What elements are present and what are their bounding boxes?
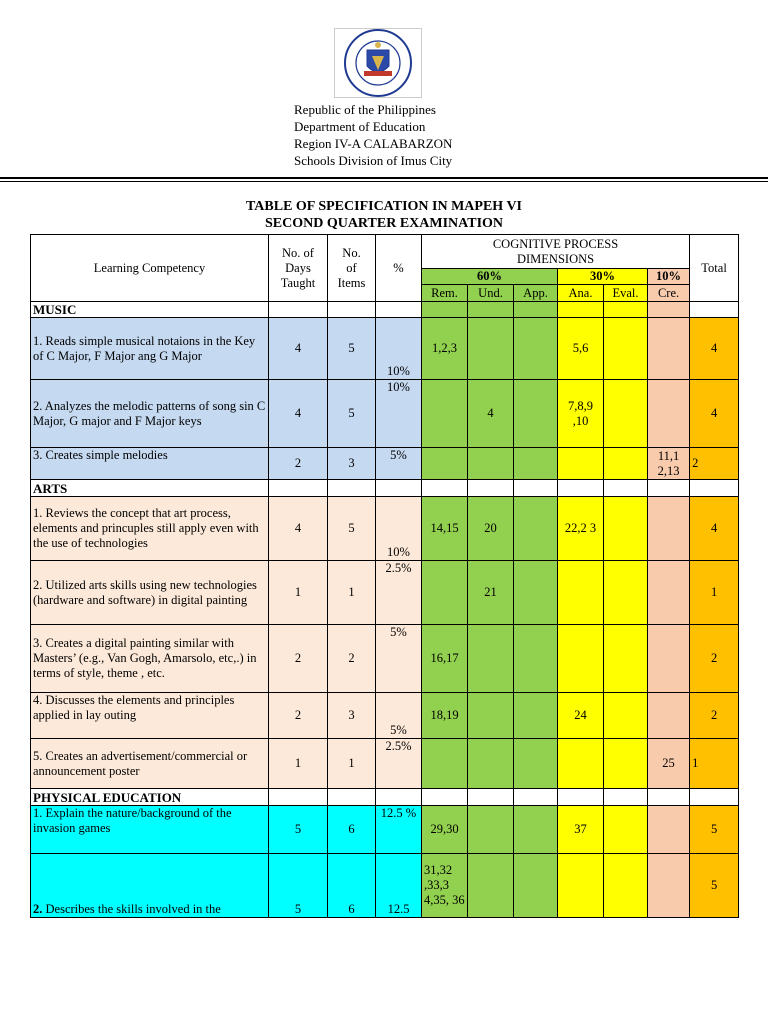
col-percent-header: % (376, 235, 422, 302)
ana-cell (558, 448, 604, 480)
items-cell: 5 (328, 497, 376, 561)
items-cell: 3 (328, 448, 376, 480)
und-cell (468, 448, 514, 480)
table-row (31, 739, 739, 789)
competency-cell: 4. Discusses the elements and principles applied in lay outing (31, 693, 269, 739)
eval-cell (604, 561, 648, 625)
level-cre: Cre. (648, 285, 690, 302)
items-cell: 1 (328, 561, 376, 625)
weight-10: 10% (648, 269, 690, 285)
und-cell (468, 854, 514, 918)
percent-cell: 5% (376, 448, 422, 480)
total-cell: 2 (690, 625, 739, 693)
section-row-music (31, 302, 739, 318)
app-cell (514, 854, 558, 918)
section-label-arts: ARTS (31, 480, 269, 497)
app-cell (514, 806, 558, 854)
total-cell: 2 (690, 448, 739, 480)
items-cell: 3 (328, 693, 376, 739)
ana-cell: 24 (558, 693, 604, 739)
total-cell: 2 (690, 693, 739, 739)
cre-cell (648, 561, 690, 625)
days-cell: 2 (269, 448, 328, 480)
section-label-music: MUSIC (31, 302, 269, 318)
rem-cell: 16,17 (422, 625, 468, 693)
competency-cell: 2. Utilized arts skills using new technologies (hardware and software) in digital painting (31, 561, 269, 625)
rem-cell (422, 448, 468, 480)
cre-cell (648, 625, 690, 693)
table-row (31, 448, 739, 480)
competency-cell: 5. Creates an advertisement/commercial or announcement poster (31, 739, 269, 789)
rem-cell (422, 380, 468, 448)
app-cell (514, 380, 558, 448)
cre-cell (648, 806, 690, 854)
percent-cell: 10% (376, 380, 422, 448)
rem-cell: 1,2,3 (422, 318, 468, 380)
header-rule-thin (0, 181, 768, 182)
cre-cell: 25 (648, 739, 690, 789)
days-cell: 2 (269, 693, 328, 739)
days-cell: 2 (269, 625, 328, 693)
competency-cell: 2. Analyzes the melodic patterns of song sin C Major, G major and F Major keys (31, 380, 269, 448)
percent-cell: 10% (376, 497, 422, 561)
und-cell (468, 318, 514, 380)
ana-cell: 22,2 3 (558, 497, 604, 561)
items-cell: 5 (328, 318, 376, 380)
weight-30: 30% (558, 269, 648, 285)
und-cell (468, 806, 514, 854)
days-cell: 4 (269, 318, 328, 380)
app-cell (514, 318, 558, 380)
specification-table (30, 234, 739, 918)
total-cell: 5 (690, 806, 739, 854)
app-cell (514, 625, 558, 693)
app-cell (514, 448, 558, 480)
days-cell: 5 (269, 854, 328, 918)
percent-cell: 12.5 (376, 854, 422, 918)
app-cell (514, 561, 558, 625)
rem-cell (422, 561, 468, 625)
rem-cell: 14,15 (422, 497, 468, 561)
total-cell: 4 (690, 380, 739, 448)
cognitive-header: COGNITIVE PROCESS DIMENSIONS (422, 235, 690, 269)
cre-cell (648, 693, 690, 739)
section-label-pe: PHYSICAL EDUCATION (31, 789, 269, 806)
total-cell: 4 (690, 318, 739, 380)
rem-cell: 18,19 (422, 693, 468, 739)
total-cell: 5 (690, 854, 739, 918)
col-days-header: No. of Days Taught (269, 235, 328, 302)
und-cell: 20 (468, 497, 514, 561)
competency-cell: 3. Creates a digital painting similar with Masters’ (e.g., Van Gogh, Amarsolo, etc,.) in terms of style, theme , etc. (31, 625, 269, 693)
und-cell (468, 625, 514, 693)
percent-cell: 2.5% (376, 561, 422, 625)
days-cell: 1 (269, 739, 328, 789)
table-row (31, 693, 739, 739)
items-cell: 6 (328, 806, 376, 854)
table-row (31, 380, 739, 448)
items-cell: 2 (328, 625, 376, 693)
percent-cell: 12.5 % (376, 806, 422, 854)
percent-cell: 2.5% (376, 739, 422, 789)
level-app: App. (514, 285, 558, 302)
items-cell: 1 (328, 739, 376, 789)
col-items-header: No. of Items (328, 235, 376, 302)
weight-60: 60% (422, 269, 558, 285)
level-und: Und. (468, 285, 514, 302)
eval-cell (604, 806, 648, 854)
eval-cell (604, 448, 648, 480)
eval-cell (604, 497, 648, 561)
percent-cell: 5% (376, 693, 422, 739)
table-row (31, 854, 739, 918)
percent-cell: 10% (376, 318, 422, 380)
col-total-header: Total (690, 235, 739, 302)
table-row (31, 497, 739, 561)
table-row (31, 625, 739, 693)
section-row-arts (31, 480, 739, 497)
total-cell: 1 (690, 561, 739, 625)
header-line-2: Department of Education (294, 119, 426, 134)
rem-cell: 31,32 ,33,3 4,35, 36 (422, 854, 468, 918)
header-row (31, 235, 739, 269)
cre-cell (648, 497, 690, 561)
cre-cell (648, 380, 690, 448)
ana-cell (558, 739, 604, 789)
und-cell (468, 739, 514, 789)
ana-cell (558, 625, 604, 693)
level-rem: Rem. (422, 285, 468, 302)
und-cell: 4 (468, 380, 514, 448)
ana-cell: 5,6 (558, 318, 604, 380)
competency-cell: 1. Explain the nature/background of the invasion games (31, 806, 269, 854)
eval-cell (604, 625, 648, 693)
total-cell: 4 (690, 497, 739, 561)
days-cell: 1 (269, 561, 328, 625)
app-cell (514, 497, 558, 561)
days-cell: 4 (269, 497, 328, 561)
header-line-4: Schools Division of Imus City (294, 153, 453, 168)
app-cell (514, 739, 558, 789)
table-row (31, 806, 739, 854)
ana-cell: 7,8,9 ,10 (558, 380, 604, 448)
competency-cell: 3. Creates simple melodies (31, 448, 269, 480)
rem-cell (422, 739, 468, 789)
total-cell: 1 (690, 739, 739, 789)
competency-cell: 2. Describes the skills involved in the (31, 854, 269, 918)
competency-cell: 1. Reviews the concept that art process, elements and princuples still apply even with the use of technologies (31, 497, 269, 561)
cre-cell: 11,1 2,13 (648, 448, 690, 480)
days-cell: 5 (269, 806, 328, 854)
deped-seal (334, 28, 422, 98)
rem-cell: 29,30 (422, 806, 468, 854)
document-title: TABLE OF SPECIFICATION IN MAPEH VI (245, 199, 522, 214)
eval-cell (604, 693, 648, 739)
und-cell: 21 (468, 561, 514, 625)
items-cell: 6 (328, 854, 376, 918)
header-rule (0, 177, 768, 179)
level-eval: Eval. (604, 285, 648, 302)
level-ana: Ana. (558, 285, 604, 302)
cre-cell (648, 854, 690, 918)
document-subtitle: SECOND QUARTER EXAMINATION (264, 216, 504, 231)
ana-cell (558, 561, 604, 625)
table-row (31, 318, 739, 380)
col-competency-header: Learning Competency (31, 235, 269, 302)
items-cell: 5 (328, 380, 376, 448)
days-cell: 4 (269, 380, 328, 448)
header-line-1: Republic of the Philippines (294, 102, 436, 117)
table-row (31, 561, 739, 625)
ana-cell: 37 (558, 806, 604, 854)
header-line-3: Region IV-A CALABARZON (294, 136, 453, 151)
eval-cell (604, 318, 648, 380)
ana-cell (558, 854, 604, 918)
app-cell (514, 693, 558, 739)
eval-cell (604, 854, 648, 918)
cre-cell (648, 318, 690, 380)
eval-cell (604, 380, 648, 448)
section-row-pe (31, 789, 739, 806)
und-cell (468, 693, 514, 739)
eval-cell (604, 739, 648, 789)
percent-cell: 5% (376, 625, 422, 693)
competency-cell: 1. Reads simple musical notaions in the Key of C Major, F Major ang G Major (31, 318, 269, 380)
